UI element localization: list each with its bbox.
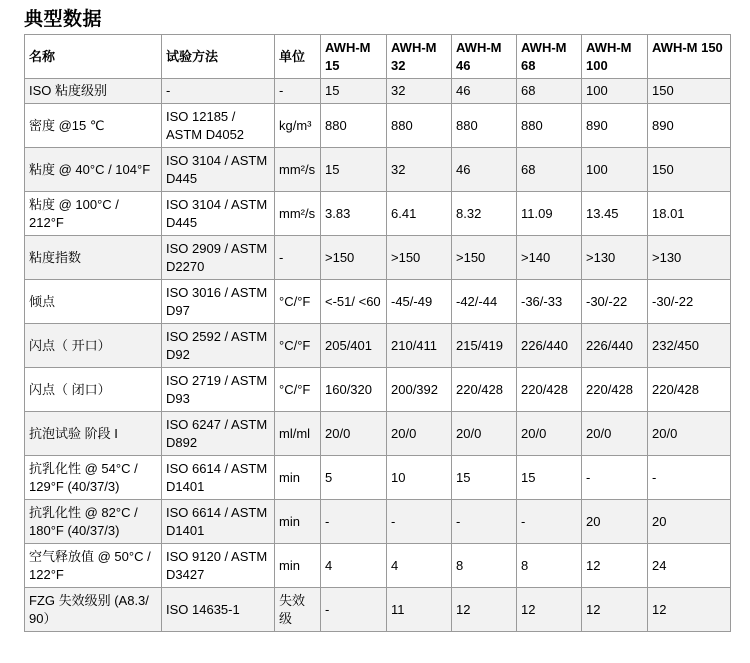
value-cell: 15: [517, 456, 582, 500]
value-cell: 46: [452, 148, 517, 192]
value-cell: 8: [517, 544, 582, 588]
value-cell: 20/0: [321, 412, 387, 456]
property-name-cell: 闪点（ 开口）: [25, 324, 162, 368]
value-cell: 32: [387, 79, 452, 104]
test-method-cell: ISO 3104 / ASTM D445: [162, 148, 275, 192]
value-cell: 3.83: [321, 192, 387, 236]
column-header: AWH-M 46: [452, 35, 517, 79]
value-cell: 20: [582, 500, 648, 544]
value-cell: 226/440: [582, 324, 648, 368]
value-cell: 226/440: [517, 324, 582, 368]
value-cell: 890: [582, 104, 648, 148]
table-row: [25, 192, 731, 236]
property-name-cell: 粘度指数: [25, 236, 162, 280]
unit-cell: mm²/s: [275, 148, 321, 192]
value-cell: 15: [452, 456, 517, 500]
value-cell: 880: [452, 104, 517, 148]
value-cell: 11.09: [517, 192, 582, 236]
value-cell: 24: [648, 544, 731, 588]
table-row: [25, 236, 731, 280]
property-name-cell: 倾点: [25, 280, 162, 324]
value-cell: -36/-33: [517, 280, 582, 324]
column-header: AWH-M 68: [517, 35, 582, 79]
unit-cell: °C/°F: [275, 368, 321, 412]
value-cell: 15: [321, 148, 387, 192]
unit-cell: kg/m³: [275, 104, 321, 148]
table-row: [25, 544, 731, 588]
unit-cell: min: [275, 500, 321, 544]
property-name-cell: 密度 @15 ℃: [25, 104, 162, 148]
property-name-cell: 粘度 @ 40°C / 104°F: [25, 148, 162, 192]
table-row: [25, 412, 731, 456]
test-method-cell: ISO 14635-1: [162, 588, 275, 632]
unit-cell: min: [275, 456, 321, 500]
value-cell: 890: [648, 104, 731, 148]
value-cell: 10: [387, 456, 452, 500]
table-row: [25, 368, 731, 412]
value-cell: >150: [321, 236, 387, 280]
value-cell: 4: [387, 544, 452, 588]
value-cell: 68: [517, 79, 582, 104]
value-cell: >130: [648, 236, 731, 280]
test-method-cell: ISO 2592 / ASTM D92: [162, 324, 275, 368]
value-cell: -: [452, 500, 517, 544]
value-cell: 32: [387, 148, 452, 192]
page-title: 典型数据: [24, 9, 103, 30]
value-cell: -: [321, 588, 387, 632]
value-cell: 210/411: [387, 324, 452, 368]
value-cell: >140: [517, 236, 582, 280]
value-cell: 12: [648, 588, 731, 632]
column-header: 名称: [25, 35, 162, 79]
property-name-cell: 抗乳化性 @ 82°C / 180°F (40/37/3): [25, 500, 162, 544]
value-cell: 18.01: [648, 192, 731, 236]
test-method-cell: ISO 2909 / ASTM D2270: [162, 236, 275, 280]
test-method-cell: ISO 12185 / ASTM D4052: [162, 104, 275, 148]
property-name-cell: FZG 失效级别 (A8.3/ 90）: [25, 588, 162, 632]
value-cell: 20/0: [582, 412, 648, 456]
value-cell: -30/-22: [582, 280, 648, 324]
value-cell: 46: [452, 79, 517, 104]
table-row: [25, 324, 731, 368]
column-header: AWH-M 15: [321, 35, 387, 79]
value-cell: 160/320: [321, 368, 387, 412]
test-method-cell: ISO 2719 / ASTM D93: [162, 368, 275, 412]
table-row: [25, 500, 731, 544]
test-method-cell: ISO 6247 / ASTM D892: [162, 412, 275, 456]
table-header-row: [25, 35, 731, 79]
value-cell: 880: [387, 104, 452, 148]
column-header: AWH-M 32: [387, 35, 452, 79]
value-cell: 100: [582, 79, 648, 104]
value-cell: >130: [582, 236, 648, 280]
property-name-cell: 抗乳化性 @ 54°C / 129°F (40/37/3): [25, 456, 162, 500]
test-method-cell: ISO 6614 / ASTM D1401: [162, 456, 275, 500]
property-name-cell: ISO 粘度级别: [25, 79, 162, 104]
value-cell: >150: [452, 236, 517, 280]
value-cell: 4: [321, 544, 387, 588]
unit-cell: 失效级: [275, 588, 321, 632]
test-method-cell: ISO 9120 / ASTM D3427: [162, 544, 275, 588]
value-cell: 8: [452, 544, 517, 588]
value-cell: -: [517, 500, 582, 544]
value-cell: 20: [648, 500, 731, 544]
unit-cell: -: [275, 236, 321, 280]
value-cell: 20/0: [452, 412, 517, 456]
table-row: [25, 280, 731, 324]
unit-cell: °C/°F: [275, 280, 321, 324]
value-cell: 20/0: [387, 412, 452, 456]
value-cell: 11: [387, 588, 452, 632]
value-cell: 220/428: [452, 368, 517, 412]
value-cell: 20/0: [517, 412, 582, 456]
value-cell: <-51/ <60: [321, 280, 387, 324]
typical-data-table: [24, 34, 731, 632]
property-name-cell: 抗泡试验 阶段 I: [25, 412, 162, 456]
unit-cell: °C/°F: [275, 324, 321, 368]
column-header: AWH-M 100: [582, 35, 648, 79]
value-cell: 220/428: [517, 368, 582, 412]
value-cell: 15: [321, 79, 387, 104]
column-header: AWH-M 150: [648, 35, 731, 79]
value-cell: -45/-49: [387, 280, 452, 324]
value-cell: 20/0: [648, 412, 731, 456]
unit-cell: -: [275, 79, 321, 104]
value-cell: -42/-44: [452, 280, 517, 324]
value-cell: 6.41: [387, 192, 452, 236]
value-cell: 205/401: [321, 324, 387, 368]
value-cell: 13.45: [582, 192, 648, 236]
value-cell: 880: [321, 104, 387, 148]
value-cell: -: [582, 456, 648, 500]
value-cell: 220/428: [582, 368, 648, 412]
value-cell: 12: [582, 588, 648, 632]
value-cell: 100: [582, 148, 648, 192]
unit-cell: min: [275, 544, 321, 588]
value-cell: 5: [321, 456, 387, 500]
table-row: [25, 588, 731, 632]
test-method-cell: ISO 3016 / ASTM D97: [162, 280, 275, 324]
test-method-cell: ISO 6614 / ASTM D1401: [162, 500, 275, 544]
value-cell: -30/-22: [648, 280, 731, 324]
value-cell: >150: [387, 236, 452, 280]
table-row: [25, 148, 731, 192]
value-cell: -: [648, 456, 731, 500]
unit-cell: ml/ml: [275, 412, 321, 456]
value-cell: 232/450: [648, 324, 731, 368]
table-row: [25, 79, 731, 104]
value-cell: -: [321, 500, 387, 544]
property-name-cell: 空气释放值 @ 50°C / 122°F: [25, 544, 162, 588]
value-cell: 215/419: [452, 324, 517, 368]
table-row: [25, 104, 731, 148]
unit-cell: mm²/s: [275, 192, 321, 236]
value-cell: 12: [517, 588, 582, 632]
test-method-cell: -: [162, 79, 275, 104]
value-cell: 200/392: [387, 368, 452, 412]
value-cell: 150: [648, 79, 731, 104]
value-cell: 8.32: [452, 192, 517, 236]
value-cell: 12: [452, 588, 517, 632]
value-cell: 220/428: [648, 368, 731, 412]
property-name-cell: 粘度 @ 100°C / 212°F: [25, 192, 162, 236]
column-header: 试验方法: [162, 35, 275, 79]
value-cell: 880: [517, 104, 582, 148]
property-name-cell: 闪点（ 闭口）: [25, 368, 162, 412]
value-cell: 150: [648, 148, 731, 192]
test-method-cell: ISO 3104 / ASTM D445: [162, 192, 275, 236]
value-cell: 12: [582, 544, 648, 588]
value-cell: -: [387, 500, 452, 544]
table-row: [25, 456, 731, 500]
value-cell: 68: [517, 148, 582, 192]
column-header: 单位: [275, 35, 321, 79]
